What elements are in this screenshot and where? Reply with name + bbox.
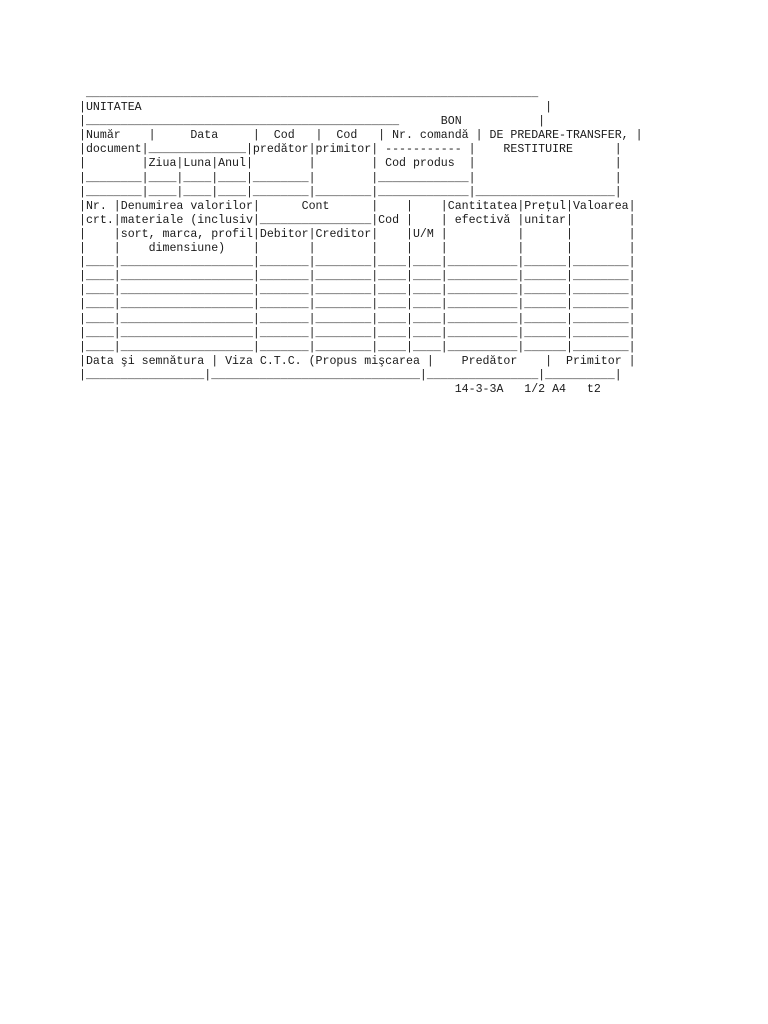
signature-entry-row: |_________________|______________________________|________________|__________| bbox=[79, 368, 622, 382]
table-header-row-3: | |sort, marca, profil|Debitor|Creditor| |U/M | | | | bbox=[79, 227, 636, 241]
header-entry-row: |________|____|____|____|________| |_____________| | bbox=[79, 171, 622, 185]
signature-labels-row: |Data şi semnătura | Viza C.T.C. (Propus mişcarea | Predător | Primitor | bbox=[79, 354, 636, 368]
bon-predare-transfer-restituire-form bbox=[79, 87, 643, 397]
table-row: |____|___________________|_______|________|____|____|__________|______|________| bbox=[79, 340, 636, 354]
form-code-footer: 14-3-3A 1/2 A4 t2 bbox=[79, 382, 601, 396]
table-row: |____|___________________|_______|________|____|____|__________|______|________| bbox=[79, 326, 636, 340]
bon-title-row: |_____________________________________________ BON | bbox=[79, 115, 546, 129]
form-top-border: _________________________________________________________________ bbox=[79, 87, 546, 100]
table-row: |____|___________________|_______|________|____|____|__________|______|________| bbox=[79, 312, 636, 326]
table-header-row-2: |crt.|materiale (inclusiv|________________|Cod | | efectivă |unitar| | bbox=[79, 213, 636, 227]
table-row: |____|___________________|_______|________|____|____|__________|______|________| bbox=[79, 298, 636, 312]
header-bottom-border: |________|____|____|____|________|________|_____________|____________________| bbox=[79, 185, 622, 199]
table-row: |____|___________________|_______|________|____|____|__________|______|________| bbox=[79, 284, 636, 298]
header-labels-row-2: |document|______________|predător|primitor| ----------- | RESTITUIRE | bbox=[79, 143, 622, 157]
header-labels-row-1: |Număr | Data | Cod | Cod | Nr. comandă | DE PREDARE-TRANSFER, | bbox=[79, 129, 643, 143]
table-row: |____|___________________|_______|________|____|____|__________|______|________| bbox=[79, 270, 636, 284]
unitatea-row: |UNITATEA | bbox=[79, 101, 553, 115]
table-row: |____|___________________|_______|________|____|____|__________|______|________| bbox=[79, 256, 636, 270]
date-subheader-row: | |Ziua|Luna|Anul| | | Cod produs | | bbox=[79, 157, 622, 171]
table-header-row-1: |Nr. |Denumirea valorilor| Cont | | |Cantitatea|Preţul|Valoarea| bbox=[79, 199, 636, 213]
table-header-row-4: | | dimensiune) | | | | | | | | bbox=[79, 242, 636, 256]
